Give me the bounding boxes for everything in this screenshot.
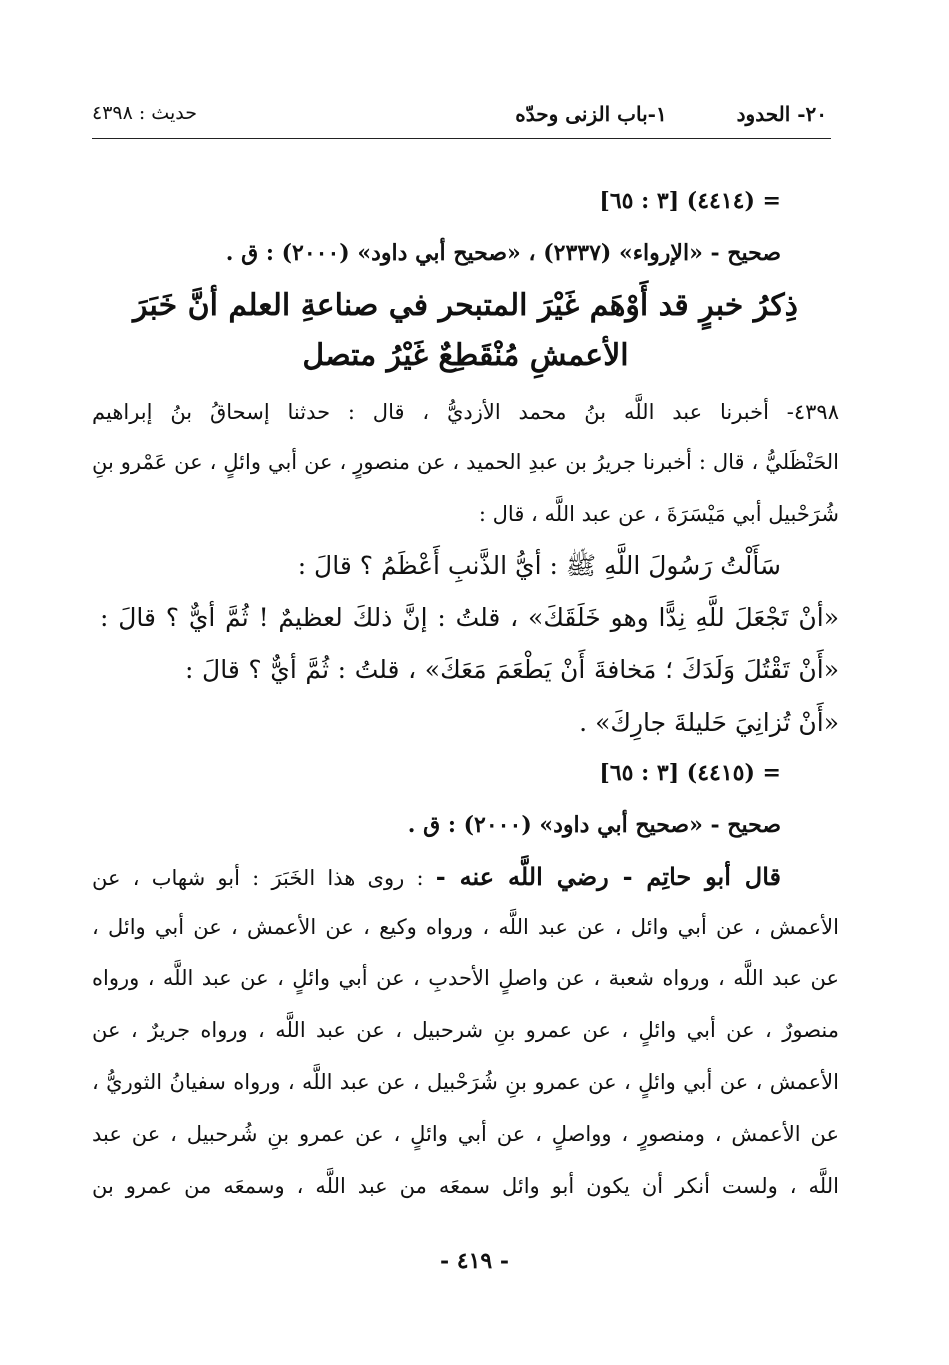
grading-line: صحيح - «الإرواء» (٢٣٣٧) ، «صحيح أبي داود» (٢٠٠٠) : ق .	[225, 240, 781, 266]
cross-reference-2: = (٤٤١٥) [٣ : ٦٥]	[599, 760, 781, 786]
header-titles	[515, 102, 827, 126]
commentary-line-7: اللَّه ، ولست أنكر أن يكون أبو وائل سمعَه من عبد اللَّه ، وسمعَه من عمرو بن	[92, 1174, 839, 1198]
isnad-line-1: ٤٣٩٨- أخبرنا عبد اللَّه بنُ محمد الأزديُّ ، قال : حدثنا إسحاقُ بنُ إبراهيم	[92, 400, 839, 424]
commentary-line-3: عن عبد اللَّه ، ورواه شعبة ، عن واصلٍ الأحدبِ ، عن أبي وائلٍ ، عن عبد اللَّه ، ورواه	[92, 966, 839, 990]
commentary-speaker: قال أبو حاتِم - رضي اللَّه عنه -	[435, 862, 782, 891]
cross-reference: = (٤٤١٤) [٣ : ٦٥]	[599, 188, 781, 214]
grading-line-2: صحيح - «صحيح أبي داود» (٢٠٠٠) : ق .	[407, 812, 781, 838]
hadith-number: حديث : ٤٣٩٨	[92, 102, 197, 124]
isnad-line-3: شُرَحْبيل أبي مَيْسَرَةَ ، عن عبد اللَّه ، قال :	[478, 502, 839, 526]
page-number: - ٤١٩ -	[439, 1248, 510, 1274]
section-title: ١-باب الزنى وحدّه	[515, 102, 667, 126]
commentary-line-5: الأعمش ، عن أبي وائلٍ ، عن عمرو بنِ شُرَحْبيل ، عن عبد اللَّه ، ورواه سفيانُ الثوريُّ ،	[92, 1070, 839, 1094]
header-divider	[92, 138, 831, 139]
matn-line-1: سَأَلْتُ رَسُولَ اللَّهِ ﷺ : أيُّ الذَّنبِ أَعْظَمُ ؟ قالَ :	[297, 551, 781, 580]
commentary-line-6: عن الأعمش ، ومنصورٍ ، وواصلٍ ، عن أبي وائلٍ ، عن عمرو بنِ شُرحبيل ، عن عبد	[92, 1122, 839, 1146]
section-heading-line-2: الأعمشِ مُنْقَطِعٌ غَيْرُ متصل	[302, 338, 629, 373]
chapter-title: ٢٠- الحدود	[736, 102, 827, 126]
matn-line-3: «أَنْ تَقْتُلَ وَلَدَكَ ؛ مَخافةَ أَنْ يَطْعَمَ مَعَكَ» ، قلتُ : ثُمَّ أيٌّ ؟ قالَ :	[185, 655, 839, 684]
commentary-line-1	[92, 862, 781, 891]
commentary-line-2: الأعمش ، عن أبي وائل ، عن عبد اللَّه ، ورواه وكيع ، عن الأعمش ، عن أبي وائل ،	[92, 915, 839, 939]
matn-line-2: «أنْ تَجْعَلَ للَّهِ نِدًّا وهو خَلَقَكَ» ، قلتُ : إنَّ ذلكَ لعظيمٌ ! ثُمَّ أيٌّ ؟ قالَ :	[100, 603, 839, 632]
isnad-line-2: الحَنْظَليُّ ، قال : أخبرنا جريرُ بن عبدِ الحميد ، عن منصورٍ ، عن أبي وائلٍ ، عن عَمْرو بنِ	[92, 450, 839, 474]
matn-line-4: «أَنْ تُزانِيَ حَليلةَ جارِكَ» .	[579, 708, 839, 737]
section-heading-line-1: ذِكرُ خبرٍ قد أَوْهَم غَيْرَ المتبحر في صناعةِ العلم أنَّ خَبَرَ	[133, 288, 798, 323]
commentary-line-4: منصورٌ ، عن أبي وائلٍ ، عن عمرو بنِ شرحبيل ، عن عبد اللَّه ، ورواه جريرٌ ، عن	[92, 1018, 839, 1042]
running-header	[92, 96, 827, 136]
commentary-line-1-text: : روى هذا الخَبَرَ : أبو شهاب ، عن	[92, 866, 436, 890]
